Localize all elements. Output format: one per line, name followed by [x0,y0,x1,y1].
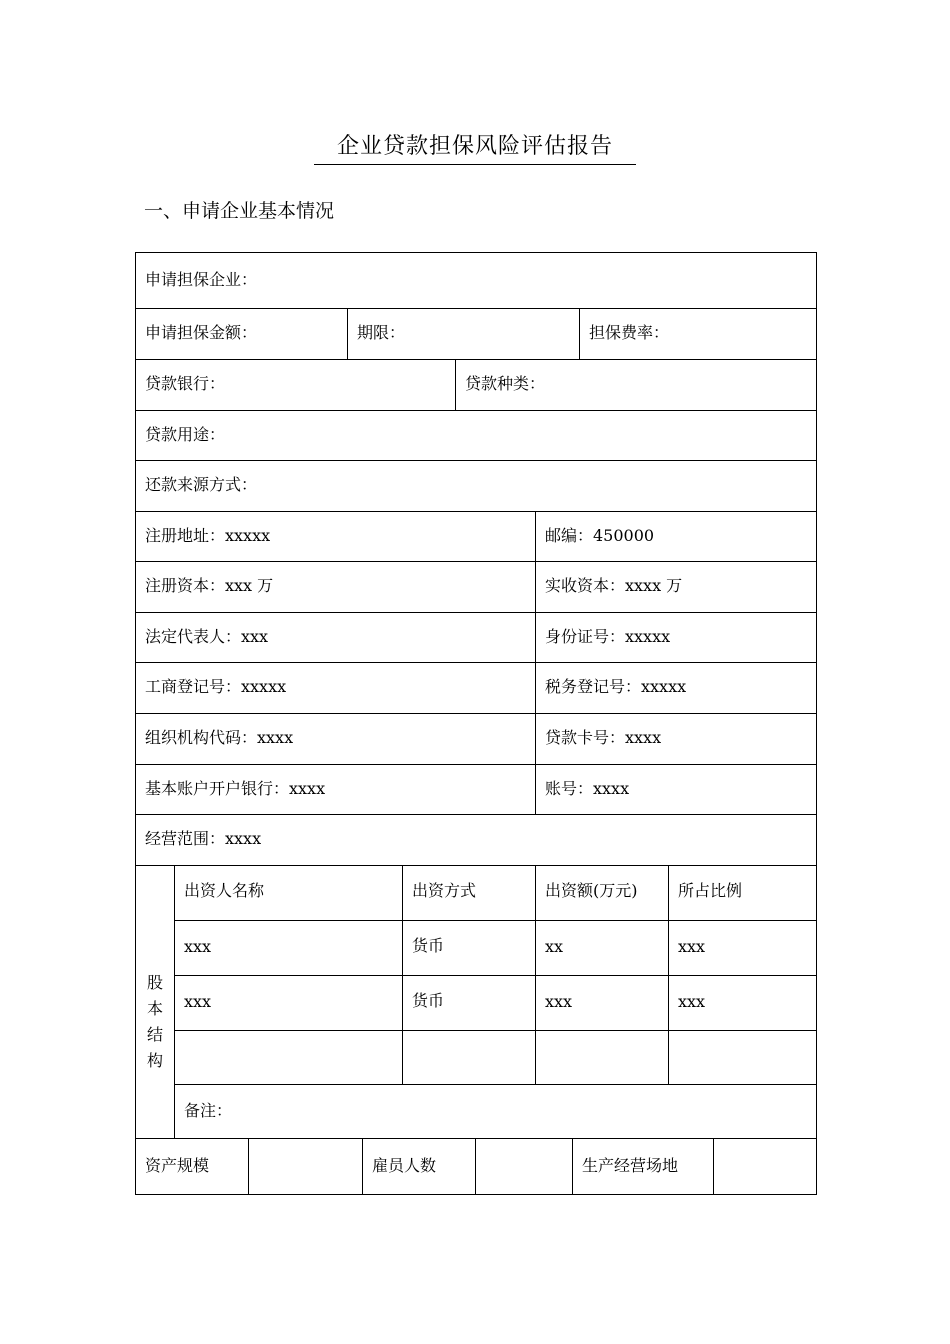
paid-capital-field[interactable]: 实收资本：xxxx 万 [545,576,683,595]
row-line [135,308,817,309]
col-line [402,865,403,1084]
equity-header-amount: 出资额(万元) [545,881,638,900]
equity-cell[interactable]: xxx [545,992,573,1011]
id-no-field[interactable]: 身份证号：xxxxx [545,627,671,646]
col-line [248,1138,249,1195]
row-line [135,359,817,360]
col-line [362,1138,363,1195]
col-line [535,511,536,814]
company-field[interactable]: 申请担保企业： [145,270,258,289]
row-line [174,975,817,976]
row-line [135,561,817,562]
equity-label-char: 本 [146,999,163,1018]
premises-label: 生产经营场地 [582,1156,679,1175]
col-line [572,1138,573,1195]
equity-label-char: 股 [146,973,163,992]
loan-card-field[interactable]: 贷款卡号：xxxx [545,728,662,747]
equity-header-method: 出资方式 [412,881,477,900]
amount-field[interactable]: 申请担保金额： [145,323,258,342]
tax-reg-field[interactable]: 税务登记号：xxxxx [545,677,687,696]
row-line [135,511,817,512]
row-line [135,764,817,765]
equity-label [136,970,174,1074]
equity-header-investor: 出资人名称 [184,881,265,900]
row-line [174,920,817,921]
equity-cell[interactable]: xxx [678,937,706,956]
equity-cell[interactable]: xxx [184,992,212,1011]
col-line [455,359,456,410]
reg-capital-field[interactable]: 注册资本：xxx 万 [145,576,274,595]
equity-cell[interactable]: 货币 [412,991,445,1010]
row-line [135,713,817,714]
equity-cell[interactable]: 货币 [412,936,445,955]
col-line [668,865,669,1084]
row-line [135,1138,817,1139]
row-line [174,1084,817,1085]
row-line [135,662,817,663]
col-line [579,308,580,359]
equity-remark-field[interactable]: 备注： [184,1101,233,1120]
section-heading: 一、申请企业基本情况 [144,200,335,222]
row-line [135,460,817,461]
row-line [135,410,817,411]
row-line [135,612,817,613]
asset-scale-label: 资产规模 [145,1156,210,1175]
row-line [135,865,817,866]
col-line [174,865,175,1138]
equity-cell[interactable]: xx [545,937,564,956]
purpose-field[interactable]: 贷款用途： [145,425,226,444]
equity-label-char: 构 [146,1051,163,1070]
equity-label-char: 结 [146,1025,163,1044]
row-line [135,814,817,815]
col-line [475,1138,476,1195]
scope-field[interactable]: 经营范围：xxxx [145,829,262,848]
org-code-field[interactable]: 组织机构代码：xxxx [145,728,294,747]
account-field[interactable]: 账号：xxxx [545,779,630,798]
equity-cell[interactable]: xxx [678,992,706,1011]
legal-rep-field[interactable]: 法定代表人：xxx [145,627,269,646]
equity-cell[interactable]: xxx [184,937,212,956]
term-field[interactable]: 期限： [357,323,406,342]
bank-field[interactable]: 贷款银行： [145,374,226,393]
equity-header-ratio: 所占比例 [678,881,743,900]
business-reg-field[interactable]: 工商登记号：xxxxx [145,677,287,696]
row-line [174,1030,817,1031]
reg-address-field[interactable]: 注册地址：xxxxx [145,526,271,545]
repayment-field[interactable]: 还款来源方式： [145,475,258,494]
loan-type-field[interactable]: 贷款种类： [465,374,546,393]
fee-rate-field[interactable]: 担保费率： [589,323,670,342]
col-line [713,1138,714,1195]
postcode-field[interactable]: 邮编：450000 [545,526,655,545]
col-line [535,865,536,1084]
basic-bank-field[interactable]: 基本账户开户银行：xxxx [145,779,326,798]
col-line [347,308,348,359]
employees-label: 雇员人数 [372,1156,437,1175]
page-title: 企业贷款担保风险评估报告 [314,130,636,165]
